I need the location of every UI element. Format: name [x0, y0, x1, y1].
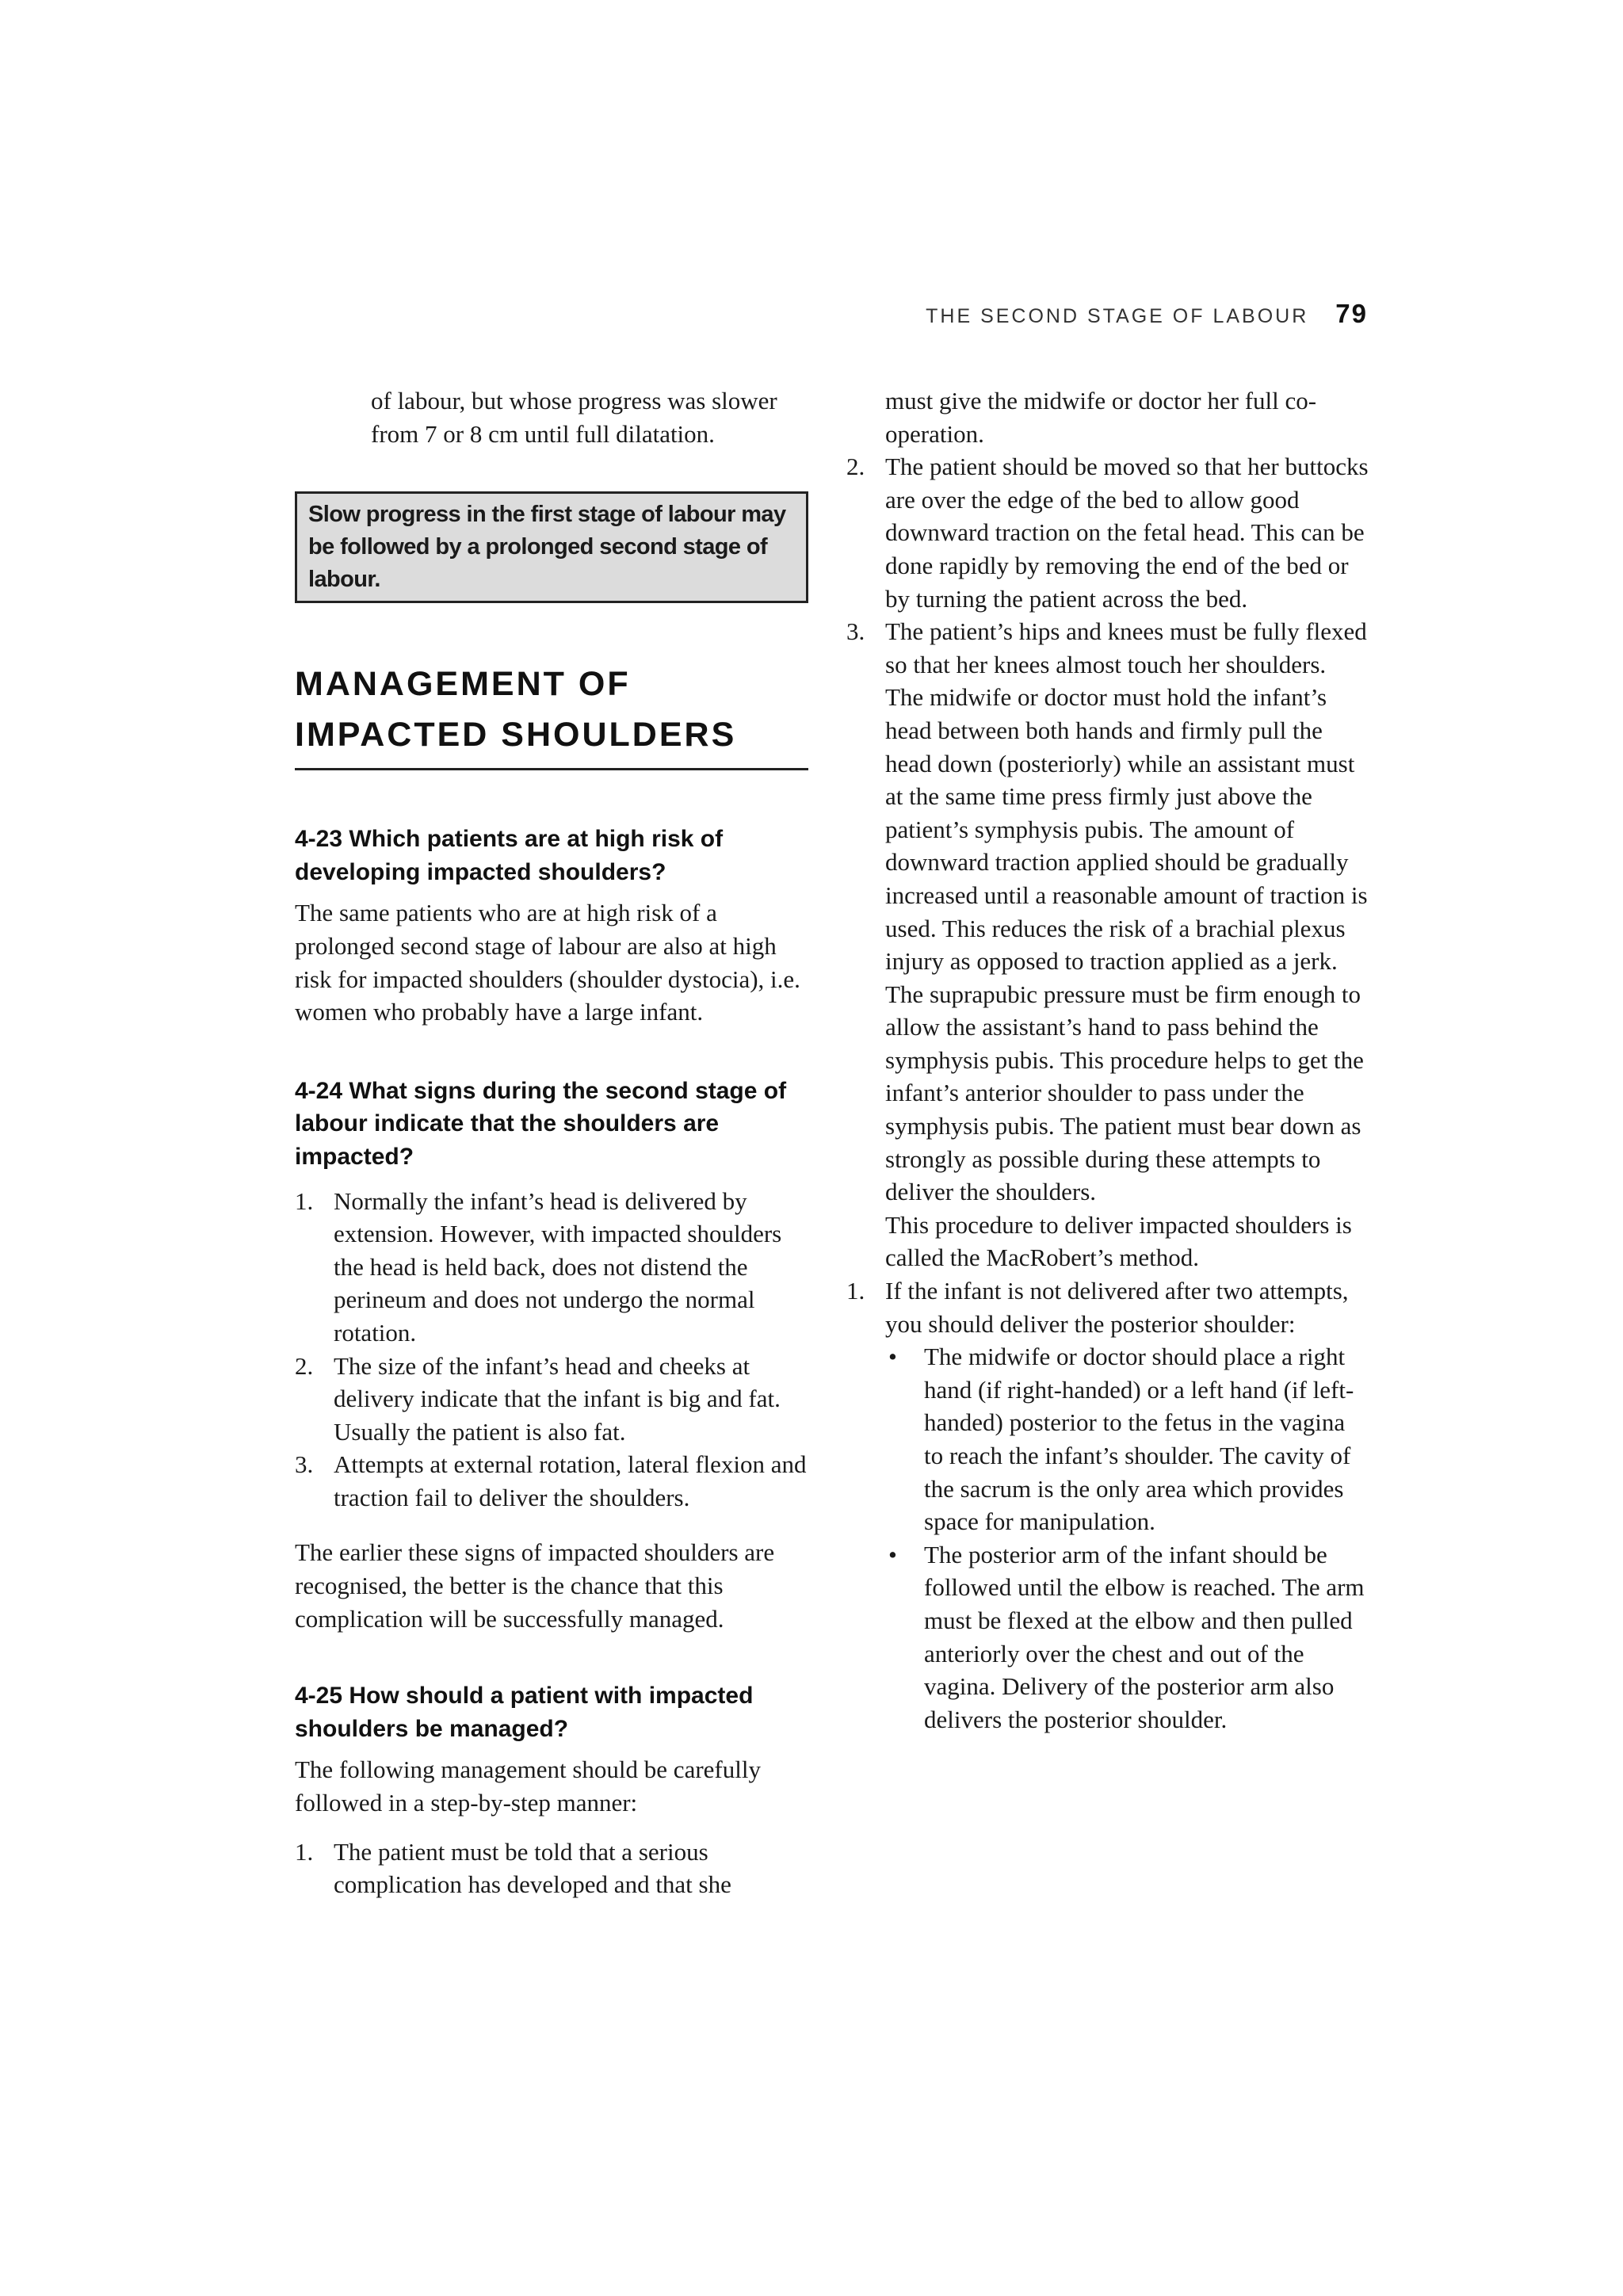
list-text: Attempts at external rotation, lateral flexion and traction fail to deliver the shoulders.: [334, 1450, 807, 1511]
right-column: [846, 384, 1369, 1736]
list-item: [295, 1836, 808, 1901]
list-item-body: [885, 1274, 1369, 1736]
running-head: [926, 299, 1368, 329]
answer-paragraph-4-25: The following management should be carefully followed in a step-by-step manner:: [295, 1755, 761, 1817]
management-list-continued: [846, 450, 1369, 1736]
section-title-line-2: IMPACTED SHOULDERS: [295, 716, 737, 755]
bullet-item: [885, 1340, 1369, 1538]
answer-paragraph-4-23: The same patients who are at high risk of a prolonged second stage of labour are also at high risk for impacted shoulders (shoulder dystocia), i.e. women who probably have a large infant.: [295, 899, 800, 1026]
list-number: 3.: [295, 1450, 314, 1479]
bullet-text: The midwife or doctor should place a right hand (if right-handed) or a left hand (if left-handed) posterior to the fetus in the vagina to reach the infant’s shoulder. The cavity of the sacrum is the only area which provides space for manipulation.: [924, 1343, 1354, 1536]
signs-list: [295, 1185, 808, 1515]
bullet-glyph: •: [888, 1343, 897, 1371]
question-heading-4-23: 4-23 Which patients are at high risk of developing impacted shoulders?: [295, 826, 724, 885]
answer-paragraph-4-24: The earlier these signs of impacted shoulders are recognised, the better is the chance that this complication will be successfully managed.: [295, 1538, 775, 1633]
section-title-line-1: MANAGEMENT OF: [295, 665, 631, 704]
list-item: [846, 615, 1369, 1274]
list-number: 2.: [295, 1351, 314, 1380]
bullet-item: [885, 1538, 1369, 1736]
list-text: The size of the infant’s head and cheeks at delivery indicate that the infant is big and fat. Usually the patient is also fat.: [334, 1351, 781, 1446]
left-column: [295, 384, 808, 1901]
list-item: [295, 1350, 808, 1449]
list-item: [295, 1448, 808, 1514]
list-text-extra: This procedure to deliver impacted shoulders is called the MacRobert’s method.: [885, 1210, 1352, 1272]
bullet-text: The posterior arm of the infant should be followed until the elbow is reached. The arm must be flexed at the elbow and then pulled anteriorly over the chest and out of the vagina. Delivery of the posterior arm also delivers the posterior shoulder.: [924, 1540, 1365, 1733]
list-number: 1.: [295, 1837, 314, 1866]
list-text: If the infant is not delivered after two attempts, you should deliver the posterior shoulder:: [885, 1277, 1349, 1338]
callout-box: Slow progress in the first stage of labour may be followed by a prolonged second stage of labour.: [295, 491, 808, 603]
list-number: 2.: [846, 453, 865, 481]
list-text: The patient must be told that a serious complication has developed and that she: [334, 1837, 731, 1899]
question-heading-4-24: 4-24 What signs during the second stage of labour indicate that the shoulders are impacted?: [295, 1077, 787, 1170]
list-text: The patient’s hips and knees must be fully flexed so that her knees almost touch her shoulders. The midwife or doctor must hold the infant’s head between both hands and firmly pull the head down (posteriorly) while an assistant must at the same time press firmly just above the patient’s symphysis pubis. The amount of downward traction applied should be gradually increased until a reasonable amount of traction is used. This reduces the risk of a brachial plexus injury as opposed to traction applied as a jerk. The suprapubic pressure must be firm enough to allow the assistant’s hand to pass behind the symphysis pubis. This procedure helps to get the infant’s anterior shoulder to pass under the symphysis pubis. The patient must bear down as strongly as possible during these attempts to deliver the shoulders.: [885, 617, 1368, 1206]
list-text: The patient should be moved so that her buttocks are over the edge of the bed to allow good downward traction on the fetal head. This can be done rapidly by removing the end of the bed or by turning the patient across the bed.: [885, 453, 1369, 613]
list-item: [846, 450, 1369, 615]
list-number: 1.: [295, 1186, 314, 1215]
list-text: Normally the infant’s head is delivered by extension. However, with impacted shoulders the head is held back, does not distend the perineum and does not undergo the normal rotation.: [334, 1186, 782, 1347]
section-title: [295, 659, 808, 770]
management-list-start: [295, 1836, 808, 1901]
list-item: [846, 1274, 1369, 1736]
list-number: 3.: [846, 617, 865, 646]
left-continuation-text: of labour, but whose progress was slower from 7 or 8 cm until full dilatation.: [371, 387, 777, 448]
list-item-body: [885, 615, 1369, 1274]
question-heading-4-25: 4-25 How should a patient with impacted shoulders be managed?: [295, 1683, 754, 1742]
page-number: 79: [1335, 299, 1368, 328]
running-title: THE SECOND STAGE OF LABOUR: [926, 305, 1309, 327]
bullet-list: [885, 1340, 1369, 1736]
list-number: 1.: [846, 1277, 865, 1305]
bullet-glyph: •: [888, 1540, 897, 1568]
list-item: [295, 1185, 808, 1350]
right-continuation-text: must give the midwife or doctor her full co-operation.: [885, 387, 1317, 448]
